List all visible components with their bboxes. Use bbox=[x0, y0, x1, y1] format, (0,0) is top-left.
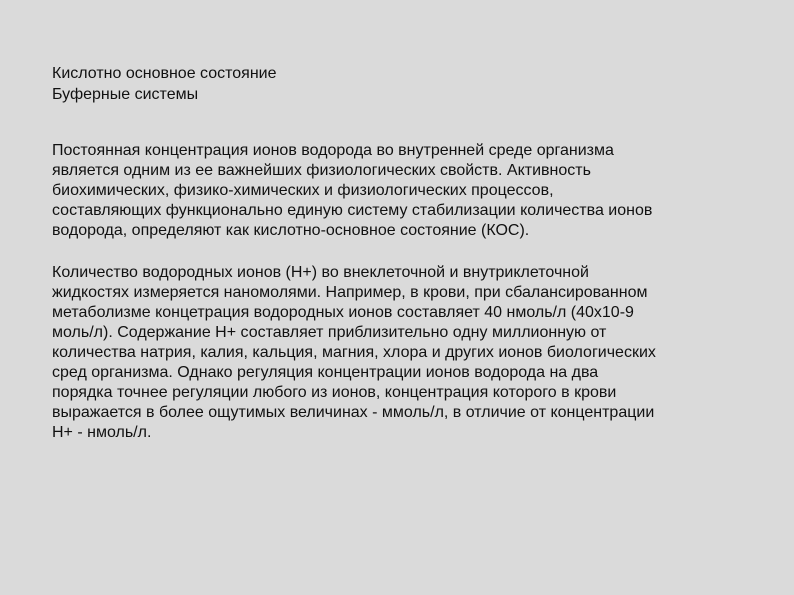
text-line: биохимических, физико-химических и физиологических процессов, bbox=[52, 182, 554, 199]
paragraph-hydrogen-ions bbox=[52, 263, 752, 443]
text-line: Н+ - нмоль/л. bbox=[52, 424, 152, 441]
text-line: порядка точнее регуляции любого из ионов, концентрация которого в крови bbox=[52, 384, 617, 401]
text-line: составляющих функционально единую систему стабилизации количества ионов bbox=[52, 202, 653, 219]
text-line: является одним из ее важнейших физиологических свойств. Активность bbox=[52, 162, 591, 179]
text-line: моль/л). Содержание Н+ составляет приблизительно одну миллионную от bbox=[52, 324, 607, 341]
slide-header bbox=[52, 63, 752, 105]
text-line: сред организма. Однако регуляция концентрации ионов водорода на два bbox=[52, 364, 599, 381]
text-line: Постоянная концентрация ионов водорода во внутренней среде организма bbox=[52, 142, 614, 159]
text-line: водорода, определяют как кислотно-основное состояние (КОС). bbox=[52, 222, 530, 239]
text-line: выражается в более ощутимых величинах - ммоль/л, в отличие от концентрации bbox=[52, 404, 655, 421]
paragraph-kos-definition bbox=[52, 141, 752, 241]
text-line: Количество водородных ионов (Н+) во внеклеточной и внутриклеточной bbox=[52, 264, 589, 281]
slide-subtitle: Буферные системы bbox=[52, 86, 199, 103]
text-line: количества натрия, калия, кальция, магния, хлора и других ионов биологических bbox=[52, 344, 656, 361]
text-line: жидкостях измеряется наномолями. Например, в крови, при сбалансированном bbox=[52, 284, 648, 301]
slide-title: Кислотно основное состояние bbox=[52, 65, 277, 82]
slide-body bbox=[52, 141, 752, 443]
text-line: метаболизме концетрация водородных ионов составляет 40 нмоль/л (40х10-9 bbox=[52, 304, 634, 321]
